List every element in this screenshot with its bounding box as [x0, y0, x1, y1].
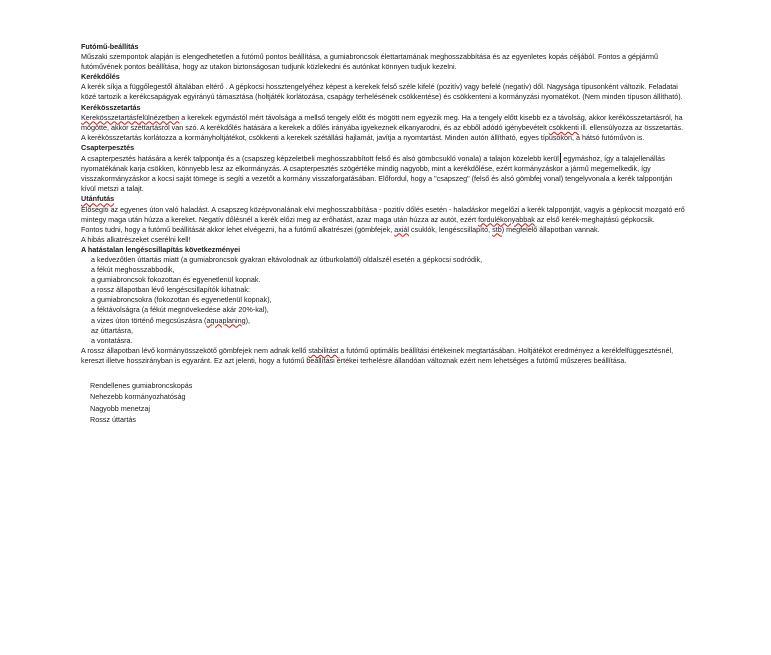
paragraph-kerekdoles: A kerék síkja a függőlegestől általában eltérő . A gépkocsi hossztengelyéhez képest a kerekek felső széle kifelé (pozitív) vagy befelé (negatív) dől. Nagysága típusonként változik. Feladatai közé tartozik a kerékcsapágyak egyirányú támasztása (holtjáték korlátozása, csapágy terhelésének csökkentése) és csökkenteni a kormányzási nyomatékot. (Nem minden típuson állítható).	[81, 82, 683, 102]
intro-paragraph: Műszaki szempontok alapján is elengedhetetlen a futómű pontos beállítása, a gumiabroncsok élettartamának meghosszabbítása és az egyenletes kopás céljából. Fontos a gépjármű futóművének pontos beállítása, hogy az utakon biztonságosan tudjunk közlekedni és autónkat könnyen tudjuk kezelni.	[81, 52, 658, 72]
list-item-text: ),	[245, 315, 251, 325]
document-title: Futómű-beállítás	[81, 42, 139, 51]
heading-utanfutas: Utánfutás	[81, 194, 115, 204]
misspelled-word: csökkenti	[548, 122, 579, 132]
list-item: a fékút meghosszabbodik,	[91, 265, 175, 275]
list-item: a féktávolságra (a fékút megnövekedése akár 20%-kal),	[91, 305, 269, 315]
list-item-text: a vizes úton történő megcsúszásra (	[91, 315, 207, 325]
paragraph-text: Elősegíti az egyenes úton való haladást. A csapszeg középvonalának elvi meghosszabbítása - pozitív dőlés esetén - haladáskor megelőzi a kerék talppontját, vagyis a gépkocsit mozgató erő mintegy maga után húzza a kereket. Negatív dőlésnél a kerék előzi meg az erőhatást, azaz maga után húzza az autót, ezért	[81, 204, 685, 224]
list-item: a gumiabroncsokra (fokozottan és egyenetlenül kopnak),	[91, 295, 272, 305]
paragraph-fontos	[81, 225, 687, 235]
misspelled-word: Kerekösszetartásfelülnézetben	[81, 112, 180, 122]
paragraph-text: az első kerék-meghajtású gépkocsik.	[534, 214, 655, 224]
paragraph-text: a futómű optimális beállítási értékeinek megtartásában. Holtjátékot eredményez a kerékfelfüggesztésnél, kereszt illetve hosszirányban is egyaránt. Ez azt jelenti, hogy a futómű beállítási értékei terhelésre állandóan változnak ezért nem lehetséges a futómű műszeres beállítása.	[81, 345, 674, 365]
list-item: a vontatásra.	[91, 335, 133, 345]
misspelled-word: stabilitást	[308, 345, 339, 355]
document-page[interactable]	[81, 42, 687, 426]
list-item	[81, 316, 687, 326]
misspelled-word: axiál	[394, 224, 410, 234]
paragraph-rossz-allapot	[81, 346, 687, 366]
misspelled-word: stb	[492, 224, 502, 234]
paragraph-text: egymáshoz, így a talajellenállás nyomatékának karja csökken, könnyebb lesz az elkormányzás. A csapterpesztés szögértéke mindig nagyobb, mint a kerékdőlése, ezért kormányzáskor a jármű megemelkedik, így visszakormányzáskor a kocsi saját tömege is segíti a vezetőt a kormány visszaforgatásában. Előfordul, hogy a "csapszeg" (felső és alsó gömbfej vonal) tengelyvonala a kerék talppontján kívül metszi a talajt.	[81, 154, 673, 194]
list-item: a kedvezőtlen úttartás miatt (a gumiabroncsok gyakran eltávolodnak az útburkolattól) oldalszél esetén a gépkocsi sodródik,	[91, 254, 483, 264]
misspelled-word: aquaplaning	[206, 315, 246, 325]
paragraph-text: ill. ellensúlyozza az összetartás. A kerékösszetartás korlátozza a kormányholtjátékot, csökkenti a kerekek szétállási hajlamát, javítja a nyomtartást. Minden autón állítható, egyes típusokon, a hátsó futóművön is.	[81, 122, 684, 142]
paragraph-csapterpesztes	[81, 153, 687, 194]
paragraph-text: a kerekek egymástól mért távolsága a mellső tengely előtt és mögött nem egyezik meg. Ha a tengely előtt kisebb ez a távolság, akkor kerékösszetartásról, ha mögötte, akkor széttartásról van szó. A kerékdőlés hatására a kerekek a dőlés irányába igyekeznek elkanyarodni, és az ebből adódó igénybevételt	[81, 112, 683, 132]
symptom-item: Rossz úttartás	[90, 415, 136, 425]
misspelled-word: fordulékonyabbak	[478, 214, 535, 224]
list-item: az úttartásra,	[91, 325, 133, 335]
paragraph-kerekosszetartas	[81, 113, 687, 143]
heading-csapterpesztes: Csapterpesztés	[81, 142, 135, 152]
paragraph-hibas: A hibás alkatrészeket cserélni kell!	[81, 234, 191, 244]
list-item: a rossz állapotban lévő lengéscsillapítók kihatnak:	[91, 285, 251, 295]
text-cursor	[560, 153, 562, 163]
paragraph-text: A csapterpesztés hatására a kerék talppontja és a (csapszeg képzeletbeli meghosszabbított felső és alsó gömbcsukló vonala) a talajon közelebb kerül	[81, 154, 559, 164]
heading-kerekdoles: Kerékdőlés	[81, 72, 120, 82]
paragraph-text: Fontos tudni, hogy a futómű beállítását akkor lehet elvégezni, ha a futómű alkatrészei (gömbfejek,	[81, 224, 395, 234]
paragraph-text: csuklók, lengéscsillapító,	[409, 224, 493, 234]
symptoms-list	[81, 380, 687, 426]
paragraph-text: A rossz állapotban lévő kormányösszekötő gömbfejek nem adnak kellő	[81, 345, 309, 355]
heading-kerekosszetartas: Kerékösszetartás	[81, 102, 141, 112]
symptom-item: Nehezebb kormányozhatóság	[90, 392, 186, 402]
symptom-item: Nagyobb menetzaj	[90, 403, 150, 413]
heading-hatastalan: A hatástalan lengéscsillapítás következményei	[81, 244, 241, 254]
consequences-list	[81, 255, 687, 346]
paragraph-text: ) megfelelő állapotban vannak.	[501, 224, 600, 234]
symptom-item: Rendellenes gumiabroncskopás	[90, 381, 193, 390]
paragraph-utanfutas	[81, 205, 687, 225]
list-item: a gumiabroncsok fokozottan és egyenetlenül kopnak.	[91, 275, 261, 285]
